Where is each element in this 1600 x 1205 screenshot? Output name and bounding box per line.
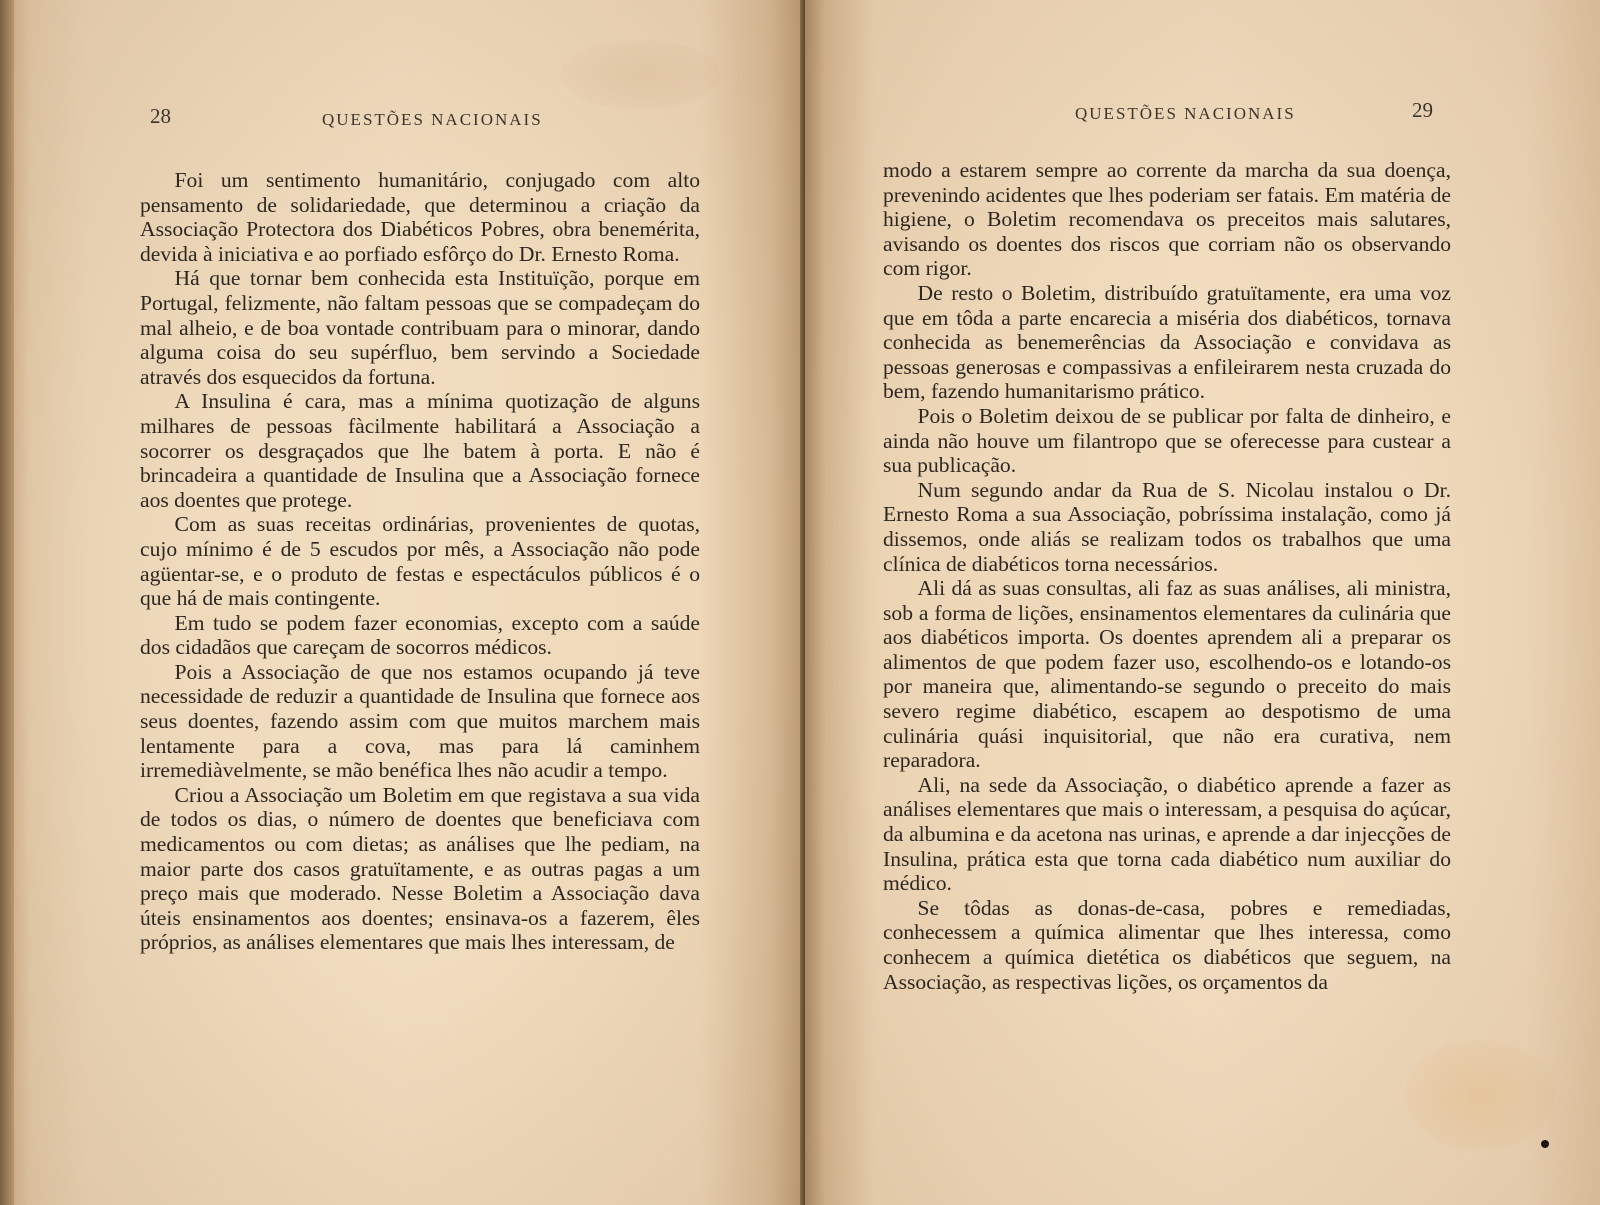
paper-stain	[1405, 1040, 1555, 1150]
paragraph: De resto o Boletim, distribuído gratuïtamente, era uma voz que em tôda a parte encarecia a miséria dos diabéticos, tornava conhecida as benemerências da Associação e convidava as pessoas generosas e compassivas a enfileirarem nesta cruzada do bem, fazendo humanitarismo prático.	[883, 280, 1451, 404]
page-number-right: 29	[1412, 98, 1433, 122]
right-page	[805, 0, 1600, 1205]
paper-stain	[560, 40, 720, 110]
paragraph: Há que tornar bem conhecida esta Instituïção, porque em Portugal, felizmente, não faltam pessoas que se compadeçam do mal alheio, e de boa vontade contribuam para o minorar, dando alguma coisa do seu supérfluo, bem servindo a Sociedade através dos esquecidos da fortuna.	[140, 266, 700, 389]
paragraph: Pois a Associação de que nos estamos ocupando já teve necessidade de reduzir a quantidade de Insulina que fornece aos seus doentes, fazendo assim com que muitos marchem mais lentamente para a cova, mas para lá caminhem irremediàvelmente, se mão benéfica lhes não acudir a tempo.	[140, 659, 700, 783]
paragraph: Pois o Boletim deixou de se publicar por falta de dinheiro, e ainda não houve um filantropo que se oferecesse para custear a sua publicação.	[883, 403, 1451, 478]
paragraph: A Insulina é cara, mas a mínima quotização de alguns milhares de pessoas fàcilmente habilitará a Associação a socorrer os desgraçados que lhe batem à porta. E não é brincadeira a quantidade de Insulina que a Associação fornece aos doentes que protege.	[140, 389, 700, 512]
paragraph: Criou a Associação um Boletim em que registava a sua vida de todos os dias, o número de doentes que beneficiava com medicamentos ou com dietas; as análises que lhe pediam, na maior parte dos casos gratuïtamente, e as outras pagas a um preço mais que moderado. Nesse Boletim a Associação dava úteis ensinamentos aos doentes; ensinava-os a fazerem, êles próprios, as análises elementares que mais lhes interessam, de	[140, 782, 700, 955]
paragraph: Ali dá as suas consultas, ali faz as suas análises, ali ministra, sob a forma de lições, ensinamentos elementares da culinária que aos diabéticos importa. Os doentes aprendem ali a preparar os alimentos de que podem fazer uso, escolhendo-os e lotando-os por maneira que, alimentando-se segundo o preceito do mais severo regime diabético, escapem ao despotismo de uma culinária quási inquisitorial, que não era curativa, nem reparadora.	[883, 576, 1451, 773]
paragraph: Com as suas receitas ordinárias, provenientes de quotas, cujo mínimo é de 5 escudos por mês, a Associação não pode agüentar-se, e o produto de festas e espectáculos públicos é o que há de mais contingente.	[140, 512, 700, 611]
paragraph: Foi um sentimento humanitário, conjugado com alto pensamento de solidariedade, que determinou a criação da Associação Protectora dos Diabéticos Pobres, obra benemérita, devida à iniciativa e ao porfiado esfôrço do Dr. Ernesto Roma.	[140, 168, 700, 266]
paragraph: Em tudo se podem fazer economias, excepto com a saúde dos cidadãos que careçam de socorros médicos.	[140, 610, 700, 660]
right-page-body	[883, 158, 1451, 994]
paragraph: Ali, na sede da Associação, o diabético aprende a fazer as análises elementares que mais o interessam, a pesquisa do açúcar, da albumina e da acetona nas urinas, e aprende a dar injecções de Insulina, prática esta que torna cada diabético num auxiliar do médico.	[883, 772, 1451, 896]
left-page-body	[140, 168, 700, 955]
paragraph: Se tôdas as donas-de-casa, pobres e remediadas, conhecessem a química alimentar que lhes interessa, como conhecem a química dietética os diabéticos que seguem, na Associação, as respectivas lições, os orçamentos da	[883, 895, 1451, 994]
running-head-right: QUESTÕES NACIONAIS	[1075, 104, 1296, 123]
page-edge	[0, 0, 14, 1205]
paragraph: Num segundo andar da Rua de S. Nicolau instalou o Dr. Ernesto Roma a sua Associação, pobríssima instalação, como já dissemos, onde aliás se realizam todos os trabalhos que uma clínica de diabéticos torna necessários.	[883, 477, 1451, 576]
running-head-left: QUESTÕES NACIONAIS	[322, 110, 543, 129]
ink-dot	[1541, 1140, 1549, 1148]
continued-paragraph: modo a estarem sempre ao corrente da marcha da sua doença, prevenindo acidentes que lhes poderiam ser fatais. Em matéria de higiene, o Boletim recomendava os preceitos mais salutares, avisando os doentes dos riscos que corriam não os observando com rigor.	[883, 158, 1451, 281]
page-number-left: 28	[150, 104, 171, 128]
